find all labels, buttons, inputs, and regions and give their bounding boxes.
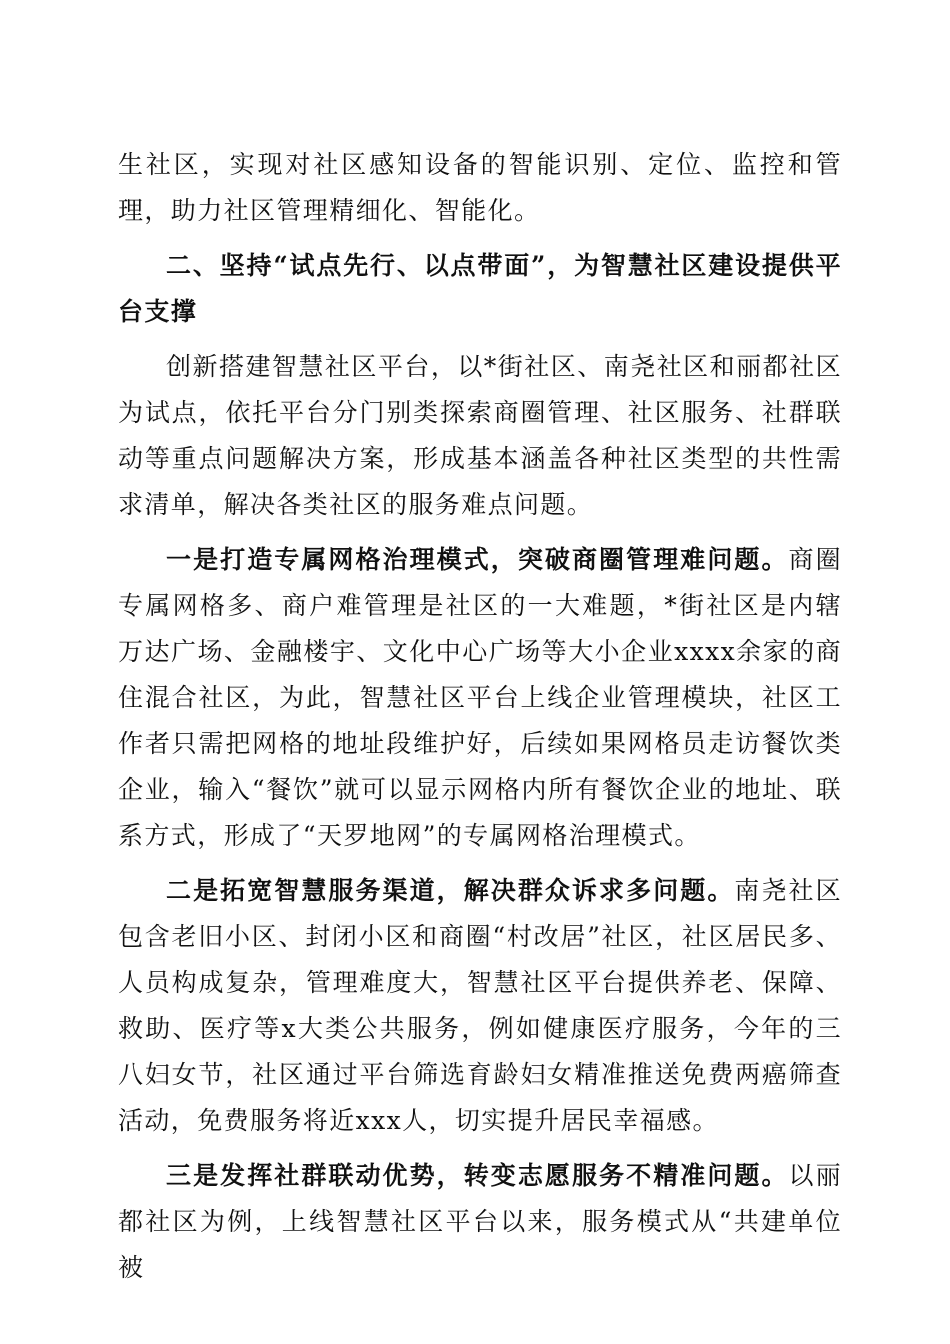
paragraph-intro: 创新搭建智慧社区平台，以*街社区、南尧社区和丽都社区为试点，依托平台分门别类探索商圈管理、社区服务、社群联动等重点问题解决方案，形成基本涵盖各种社区类型的共性需求清单，解决各类社区的服务难点问题。	[118, 352, 842, 519]
paragraph-item-two	[118, 868, 842, 1144]
paragraph-lead: 一是打造专属网格治理模式，突破商圈管理难问题。	[166, 545, 789, 574]
paragraph-lead: 三是发挥社群联动优势，转变志愿服务不精准问题。	[166, 1161, 789, 1190]
paragraph-item-three	[118, 1153, 842, 1291]
paragraph-lead: 二是拓宽智慧服务渠道，解决群众诉求多问题。	[166, 876, 735, 905]
paragraph-body: 以丽都社区为例，上线智慧社区平台以来，服务模式从“共建单位被	[118, 1161, 842, 1282]
paragraph-item-one	[118, 537, 842, 859]
paragraph-continuation: 生社区，实现对社区感知设备的智能识别、定位、监控和管理，助力社区管理精细化、智能化。	[118, 150, 842, 225]
paragraph-body: 南尧社区包含老旧小区、封闭小区和商圈“村改居”社区，社区居民多、人员构成复杂，管理难度大，智慧社区平台提供养老、保障、救助、医疗等x大类公共服务，例如健康医疗服务，今年的三八妇女节，社区通过平台筛选育龄妇女精准推送免费两癌筛查活动，免费服务将近xxx人，切实提升居民幸福感。	[118, 876, 842, 1135]
section-heading: 二、坚持“试点先行、以点带面”，为智慧社区建设提供平台支撑	[118, 251, 842, 326]
paragraph-body: 商圈专属网格多、商户难管理是社区的一大难题，*街社区是内辖万达广场、金融楼宇、文化中心广场等大小企业xxxx余家的商住混合社区，为此，智慧社区平台上线企业管理模块，社区工作者只需把网格的地址段维护好，后续如果网格员走访餐饮类企业，输入“餐饮”就可以显示网格内所有餐饮企业的地址、联系方式，形成了“天罗地网”的专属网格治理模式。	[118, 545, 842, 850]
document-body	[118, 142, 842, 1300]
